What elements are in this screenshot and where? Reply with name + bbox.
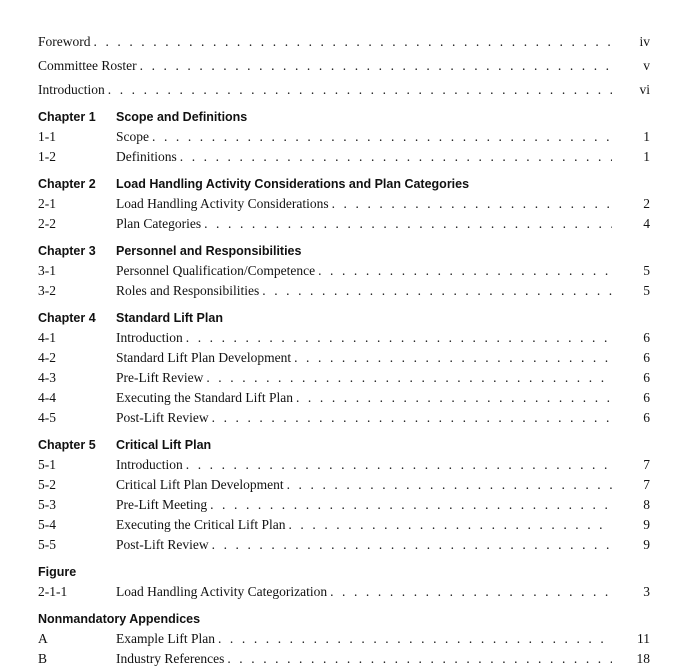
section-number: 5-3	[38, 497, 56, 512]
dot-leader	[287, 475, 612, 495]
page-number: 7	[643, 457, 650, 472]
entry-title: Example Lift Plan	[116, 631, 215, 646]
page-number: 9	[643, 517, 650, 532]
chapter-heading	[38, 309, 650, 328]
toc-entry[interactable]	[38, 475, 650, 495]
dot-leader	[296, 388, 612, 408]
toc-entry-introduction[interactable]	[38, 80, 650, 100]
page-number: 4	[643, 216, 650, 231]
entry-title: Load Handling Activity Considerations	[116, 196, 329, 211]
chapter-heading	[38, 242, 650, 261]
dot-leader	[218, 629, 612, 649]
section-number: 4-3	[38, 370, 56, 385]
dot-leader	[212, 408, 612, 428]
dot-leader	[210, 495, 612, 515]
page-number: 5	[643, 263, 650, 278]
appendix-letter: A	[38, 631, 48, 646]
entry-title: Standard Lift Plan Development	[116, 350, 292, 365]
dot-leader	[332, 194, 612, 214]
appendix-letter: B	[38, 651, 48, 666]
entry-title: Introduction	[38, 82, 105, 97]
toc-entry-foreword[interactable]	[38, 32, 650, 52]
entry-title: Scope	[116, 129, 149, 144]
section-number: 5-4	[38, 517, 56, 532]
figure-number: 2-1-1	[38, 584, 68, 599]
entry-title: Pre-Lift Meeting	[116, 497, 208, 512]
entry-title: Executing the Critical Lift Plan	[116, 517, 286, 532]
toc-entry[interactable]	[38, 388, 650, 408]
page-number: 1	[643, 149, 650, 164]
appendices-label: Nonmandatory Appendices	[38, 612, 201, 626]
chapter-heading	[38, 436, 650, 455]
section-number: 1-2	[38, 149, 56, 164]
section-number: 2-1	[38, 196, 56, 211]
page-number: v	[643, 58, 650, 73]
entry-title: Critical Lift Plan Development	[116, 477, 284, 492]
chapter-label: Chapter 2	[38, 177, 96, 191]
entry-title: Foreword	[38, 34, 91, 49]
appendices-heading	[38, 610, 650, 629]
dot-leader	[94, 32, 613, 52]
entry-title: Post-Lift Review	[116, 537, 209, 552]
dot-leader	[212, 535, 612, 555]
toc-entry[interactable]	[38, 194, 650, 214]
dot-leader	[294, 348, 612, 368]
dot-leader	[180, 147, 612, 167]
page-number: 9	[643, 537, 650, 552]
table-of-contents	[38, 32, 650, 669]
toc-entry-appendix[interactable]	[38, 649, 650, 669]
section-number: 4-1	[38, 330, 56, 345]
section-number: 5-1	[38, 457, 56, 472]
section-number: 4-2	[38, 350, 56, 365]
chapter-heading	[38, 175, 650, 194]
dot-leader	[227, 649, 612, 669]
entry-title: Load Handling Activity Categorization	[116, 584, 328, 599]
entry-title: Definitions	[116, 149, 177, 164]
toc-entry-committee-roster[interactable]	[38, 56, 650, 76]
section-number: 5-2	[38, 477, 56, 492]
toc-entry[interactable]	[38, 214, 650, 234]
entry-title: Industry References	[116, 651, 225, 666]
entry-title: Post-Lift Review	[116, 410, 209, 425]
entry-title: Roles and Responsibilities	[116, 283, 260, 298]
chapter-label: Chapter 3	[38, 244, 96, 258]
toc-entry[interactable]	[38, 261, 650, 281]
toc-entry[interactable]	[38, 515, 650, 535]
toc-entry[interactable]	[38, 281, 650, 301]
section-number: 2-2	[38, 216, 56, 231]
chapter-title: Personnel and Responsibilities	[116, 244, 302, 258]
toc-entry[interactable]	[38, 535, 650, 555]
dot-leader	[108, 80, 612, 100]
entry-title: Executing the Standard Lift Plan	[116, 390, 293, 405]
entry-title: Plan Categories	[116, 216, 202, 231]
toc-entry[interactable]	[38, 328, 650, 348]
page-number: 6	[643, 370, 650, 385]
chapter-title: Standard Lift Plan	[116, 311, 223, 325]
toc-entry-appendix[interactable]	[38, 629, 650, 649]
section-number: 1-1	[38, 129, 56, 144]
toc-entry[interactable]	[38, 368, 650, 388]
toc-entry-figure[interactable]	[38, 582, 650, 602]
dot-leader	[206, 368, 612, 388]
page-number: vi	[639, 82, 650, 97]
page-number: 6	[643, 350, 650, 365]
figure-label: Figure	[38, 565, 77, 579]
entry-title: Committee Roster	[38, 58, 137, 73]
page-number: 7	[643, 477, 650, 492]
page-number: 6	[643, 330, 650, 345]
page-number: iv	[639, 34, 650, 49]
page-number: 6	[643, 410, 650, 425]
page-number: 1	[643, 129, 650, 144]
dot-leader	[186, 455, 612, 475]
toc-entry[interactable]	[38, 127, 650, 147]
page-number: 11	[637, 631, 650, 646]
figure-heading	[38, 563, 650, 582]
section-number: 3-1	[38, 263, 56, 278]
toc-entry[interactable]	[38, 495, 650, 515]
chapter-label: Chapter 4	[38, 311, 96, 325]
entry-title: Introduction	[116, 330, 183, 345]
chapter-title: Critical Lift Plan	[116, 438, 212, 452]
section-number: 3-2	[38, 283, 56, 298]
toc-entry[interactable]	[38, 147, 650, 167]
entry-title: Pre-Lift Review	[116, 370, 204, 385]
dot-leader	[204, 214, 612, 234]
page-number: 5	[643, 283, 650, 298]
chapter-label: Chapter 1	[38, 110, 96, 124]
chapter-title: Load Handling Activity Considerations and Plan Categories	[116, 177, 470, 191]
chapter-heading	[38, 108, 650, 127]
entry-title: Personnel Qualification/Competence	[116, 263, 316, 278]
page-number: 6	[643, 390, 650, 405]
dot-leader	[140, 56, 612, 76]
chapter-label: Chapter 5	[38, 438, 96, 452]
dot-leader	[152, 127, 612, 147]
page-number: 8	[643, 497, 650, 512]
toc-entry[interactable]	[38, 348, 650, 368]
toc-entry[interactable]	[38, 408, 650, 428]
dot-leader	[262, 281, 612, 301]
page-number: 2	[643, 196, 650, 211]
entry-title: Introduction	[116, 457, 183, 472]
chapter-title: Scope and Definitions	[116, 110, 248, 124]
page-number: 3	[643, 584, 650, 599]
section-number: 4-4	[38, 390, 56, 405]
dot-leader	[288, 515, 612, 535]
page-number: 18	[636, 651, 650, 666]
section-number: 4-5	[38, 410, 56, 425]
dot-leader	[330, 582, 612, 602]
toc-entry[interactable]	[38, 455, 650, 475]
dot-leader	[318, 261, 612, 281]
section-number: 5-5	[38, 537, 56, 552]
dot-leader	[186, 328, 612, 348]
